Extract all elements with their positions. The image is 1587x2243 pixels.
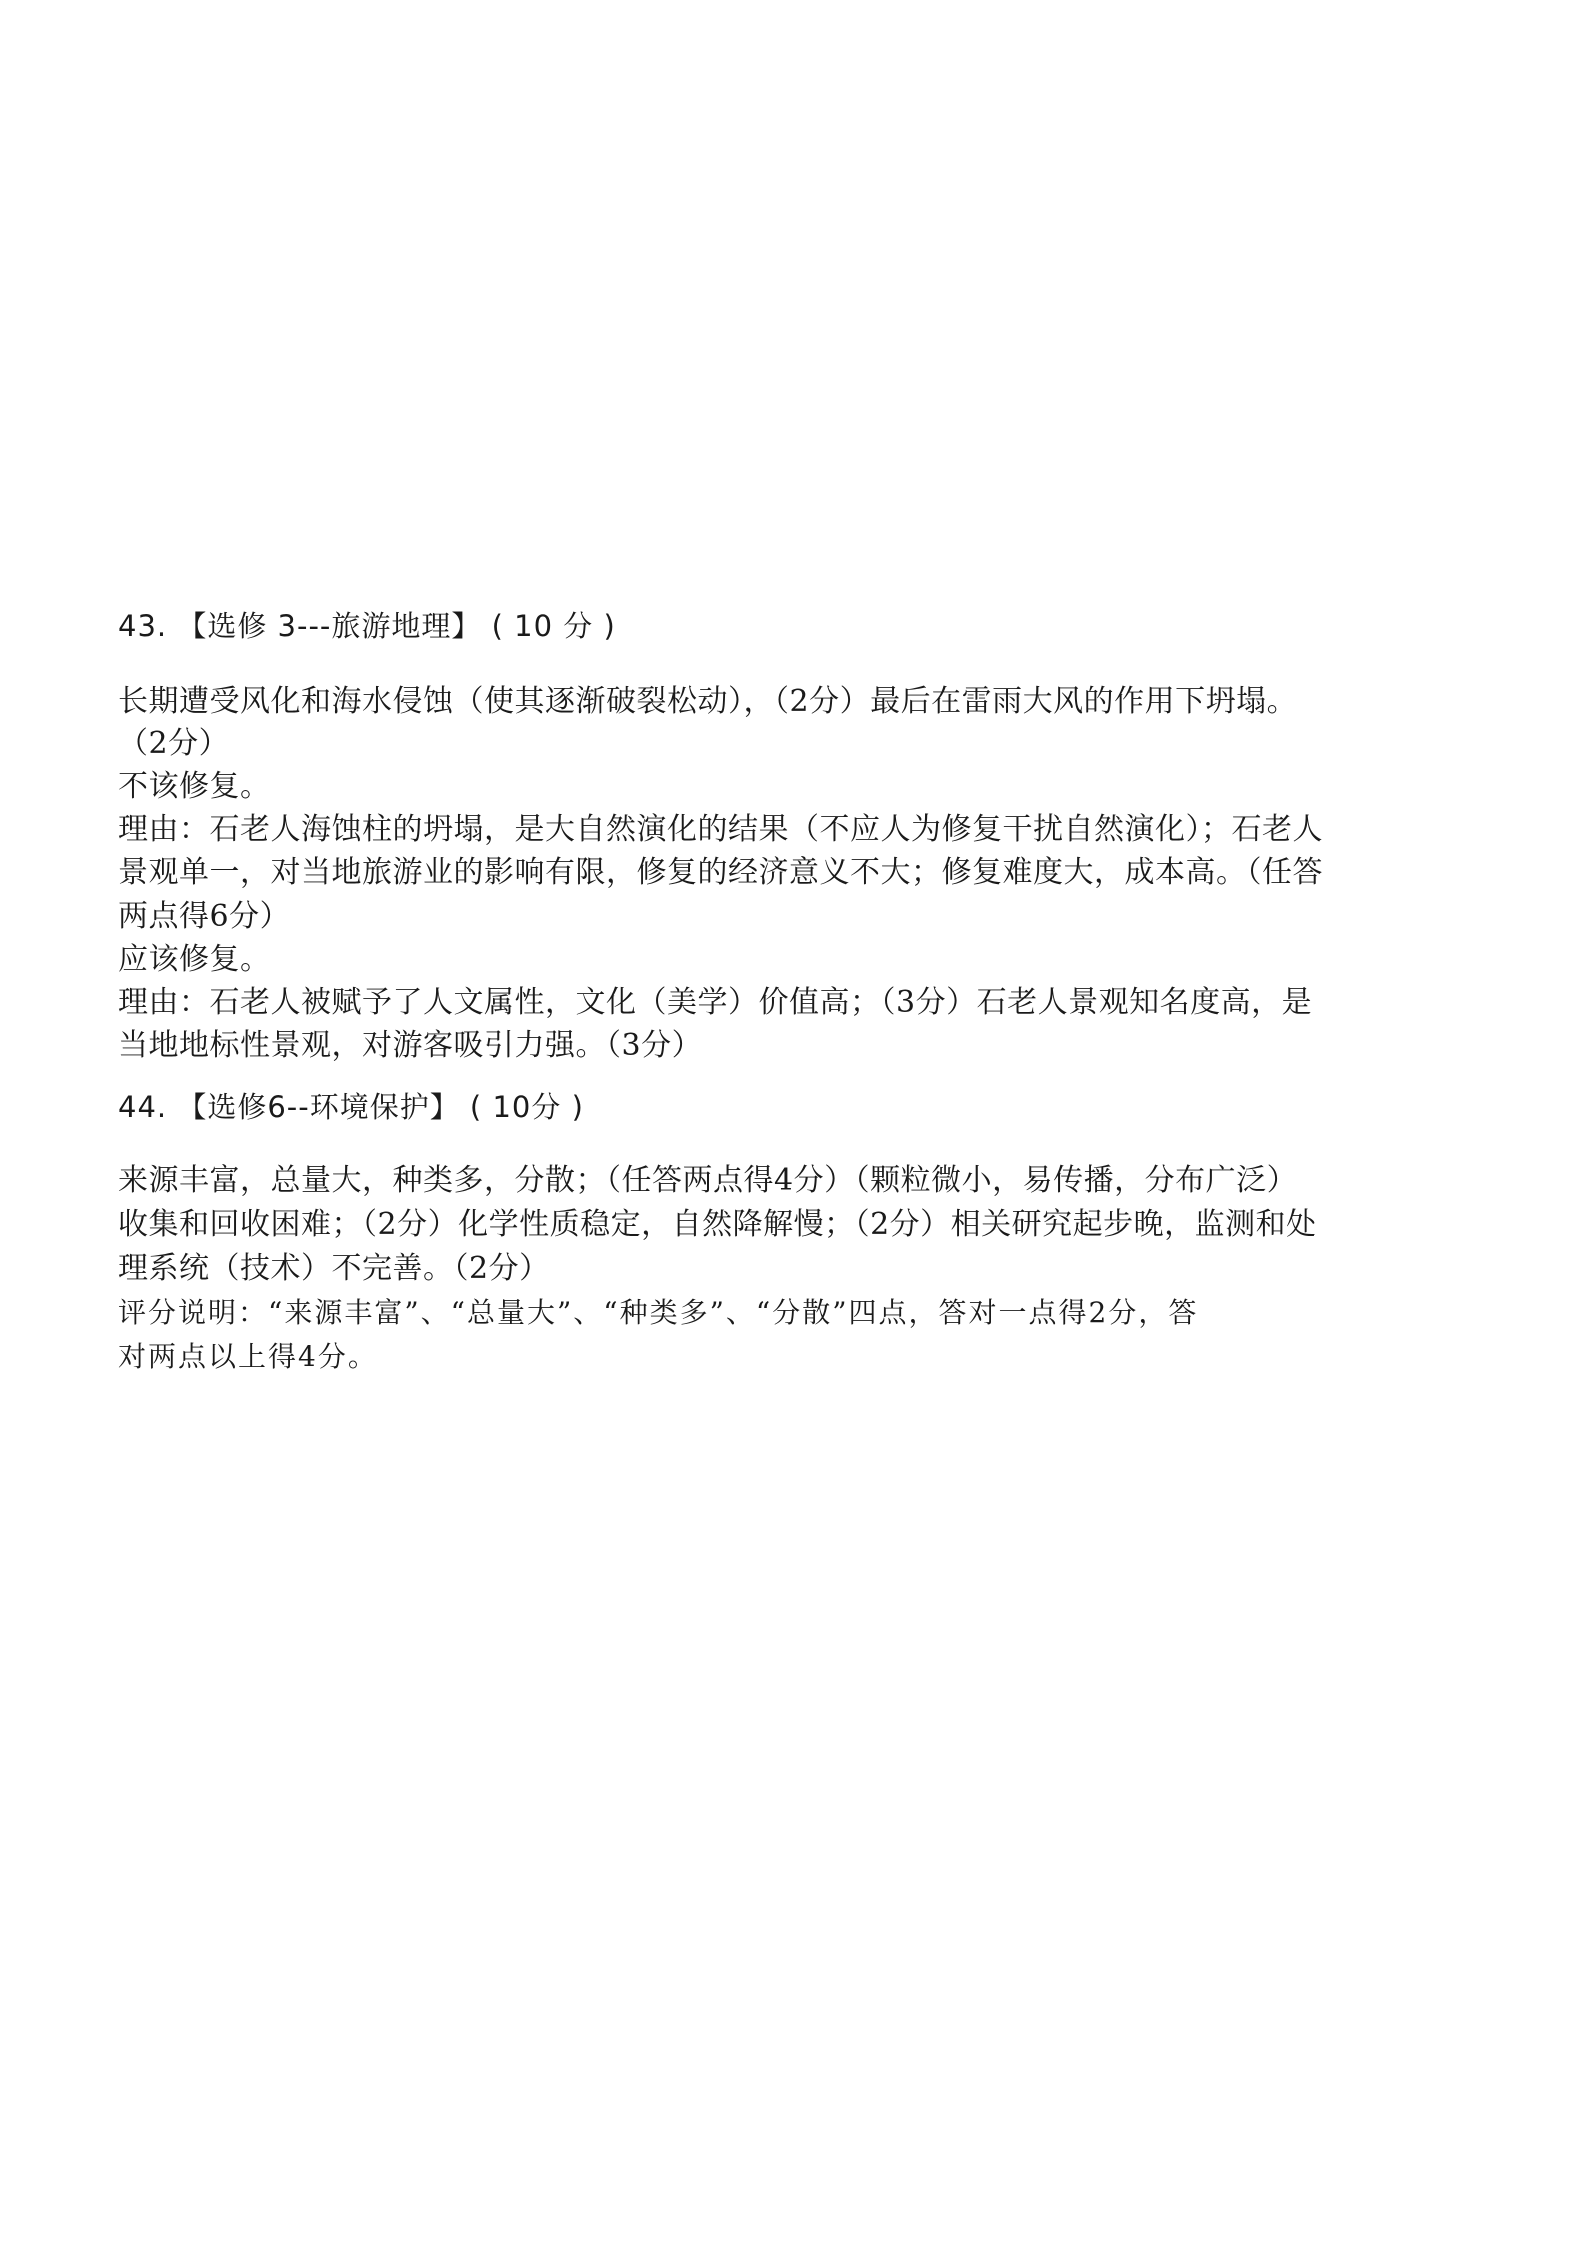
q43-line-1: 长期遭受风化和海水侵蚀（使其逐渐破裂松动），（2分）最后在雷雨大风的作用下坍塌。 bbox=[118, 684, 1298, 719]
q43-line-7: 应该修复。 bbox=[118, 942, 271, 977]
q43-line-2: （2分） bbox=[118, 726, 230, 761]
q43-line-6: 两点得6分） bbox=[118, 899, 291, 934]
q44-line-3: 理系统（技术）不完善。（2分） bbox=[118, 1251, 550, 1286]
q44-line-1: 来源丰富，总量大，种类多，分散；（任答两点得4分）（颗粒微小，易传播，分布广泛） bbox=[118, 1163, 1298, 1198]
q43-line-8: 理由：石老人被赋予了人文属性，文化（美学）价值高；（3分）石老人景观知名度高，是 bbox=[118, 985, 1313, 1020]
q43-heading: 43. 【选修 3---旅游地理】 ( 10 分 ) bbox=[118, 609, 616, 643]
q44-scoring-note-1: 评分说明：“来源丰富”、“总量大”、“种类多”、“分散”四点，答对一点得2分，答 bbox=[118, 1296, 1199, 1329]
q44-heading: 44. 【选修6--环境保护】 ( 10分 ) bbox=[118, 1090, 584, 1124]
q43-line-5: 景观单一，对当地旅游业的影响有限，修复的经济意义不大；修复难度大，成本高。（任答 bbox=[118, 855, 1323, 890]
q44-line-2: 收集和回收困难；（2分）化学性质稳定，自然降解慢；（2分）相关研究起步晚，监测和处 bbox=[118, 1207, 1317, 1242]
q43-line-4: 理由：石老人海蚀柱的坍塌，是大自然演化的结果（不应人为修复干扰自然演化）；石老人 bbox=[118, 812, 1323, 847]
q43-line-9: 当地地标性景观，对游客吸引力强。（3分） bbox=[118, 1028, 703, 1063]
q43-line-3: 不该修复。 bbox=[118, 769, 271, 804]
q44-scoring-note-2: 对两点以上得4分。 bbox=[118, 1340, 378, 1373]
